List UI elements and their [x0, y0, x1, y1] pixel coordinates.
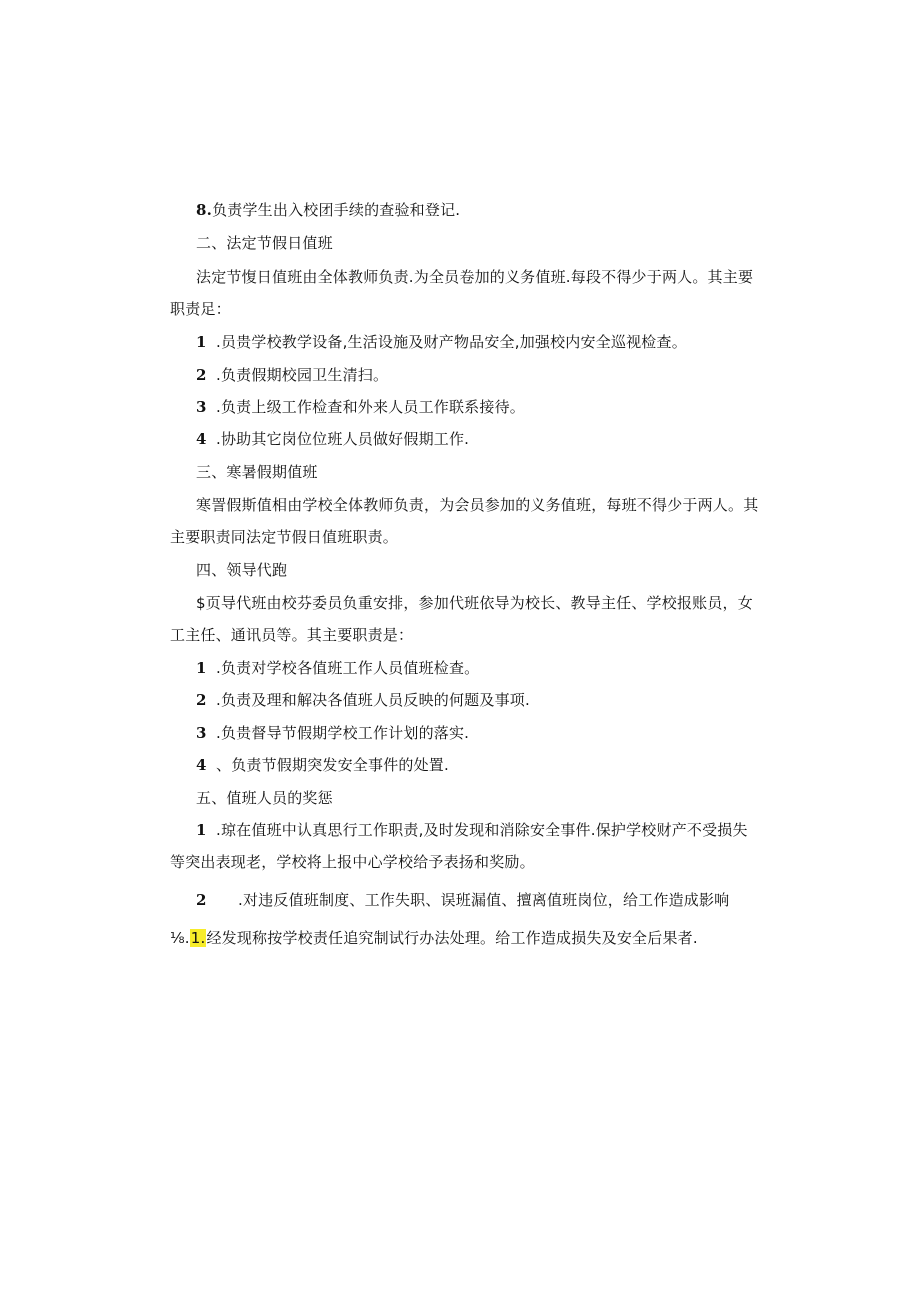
- item-text: .对违反值班制度、工作失职、误班漏值、擅离值班岗位，给工作造成影响: [238, 891, 730, 909]
- item-number: 3: [196, 724, 207, 742]
- item-text: .负责及理和解决各值班人员反映的何题及事项.: [216, 691, 530, 709]
- paragraph-line: 寒詈假斯值相由学校全体教师负责，为会员参加的义务值班，每班不得少于两人。其: [196, 496, 759, 514]
- list-item: [196, 754, 449, 776]
- item-text: 负责学生出入校团手续的查验和登记.: [212, 201, 461, 219]
- item-text: .协助其它岗位位班人员做好假期工作.: [216, 430, 470, 448]
- list-item: [196, 689, 530, 711]
- item-number: 3: [196, 398, 207, 416]
- item-number: 2: [196, 691, 207, 709]
- item-number: 1: [196, 333, 207, 351]
- line-text: 经发现称按学校责任追究制试行办法处理。给工作造成损失及安全后果者.: [206, 929, 698, 947]
- paragraph-line: 工主任、通讯员等。其主要职责是：: [170, 626, 414, 644]
- list-item: [196, 331, 687, 353]
- highlighted-number: 1.: [190, 929, 206, 947]
- list-item: [196, 722, 469, 744]
- item-text: .员贵学校教学设备,生活设施及财产物品安全,加强校内安全巡视检查。: [216, 333, 687, 351]
- duty-item-8: [196, 199, 460, 221]
- item-text: 、负责节假期突发安全事件的处置.: [216, 756, 449, 774]
- paragraph-line: 职责足：: [170, 300, 231, 318]
- paragraph-line: 等突出表现老，学校将上报中心学校给予表扬和奖励。: [170, 853, 535, 871]
- paragraph-line: $页导代班由校芬委员负重安排，参加代班依导为校长、教导主任、学校报账员，女: [196, 594, 753, 612]
- paragraph-line: 法定节愎日值班由全体教师负责.为全员卷加的义务值班.每段不得少于两人。其主要: [196, 268, 754, 286]
- list-item: [196, 819, 748, 841]
- list-item: [196, 889, 729, 911]
- item-text: .琼在值班中认真思行工作职责,及时发现和消除安全事件.保护学校财产不受损失: [216, 821, 748, 839]
- section-heading-3: 三、寒暑假期值班: [196, 463, 318, 481]
- list-item: [196, 657, 479, 679]
- item-number: 2: [196, 366, 207, 384]
- item-text: .负贵督导节假期学校工作计划的落实.: [216, 724, 470, 742]
- item-text: .负责对学校各值班工作人员值班检查。: [216, 659, 480, 677]
- section-heading-5: 五、值班人员的奖惩: [196, 789, 333, 807]
- line-prefix: ⅛.: [170, 929, 190, 947]
- item-number: 1: [196, 821, 207, 839]
- section-heading-4: 四、领导代跑: [196, 561, 288, 579]
- list-item: [196, 364, 388, 386]
- section-heading-2: 二、法定节假日值班: [196, 234, 333, 252]
- item-number: 4: [196, 756, 207, 774]
- paragraph-line: 主要职责同法定节假日值班职责。: [170, 528, 399, 546]
- item-number: 8.: [196, 201, 213, 219]
- list-item: [196, 396, 525, 418]
- paragraph-line: [170, 927, 698, 949]
- item-number: 2: [196, 891, 207, 909]
- item-number: 4: [196, 430, 207, 448]
- list-item: [196, 428, 469, 450]
- item-number: 1: [196, 659, 207, 677]
- item-text: .负责上级工作检查和外来人员工作联系接待。: [216, 398, 525, 416]
- item-text: .负责假期校园卫生清扫。: [216, 366, 389, 384]
